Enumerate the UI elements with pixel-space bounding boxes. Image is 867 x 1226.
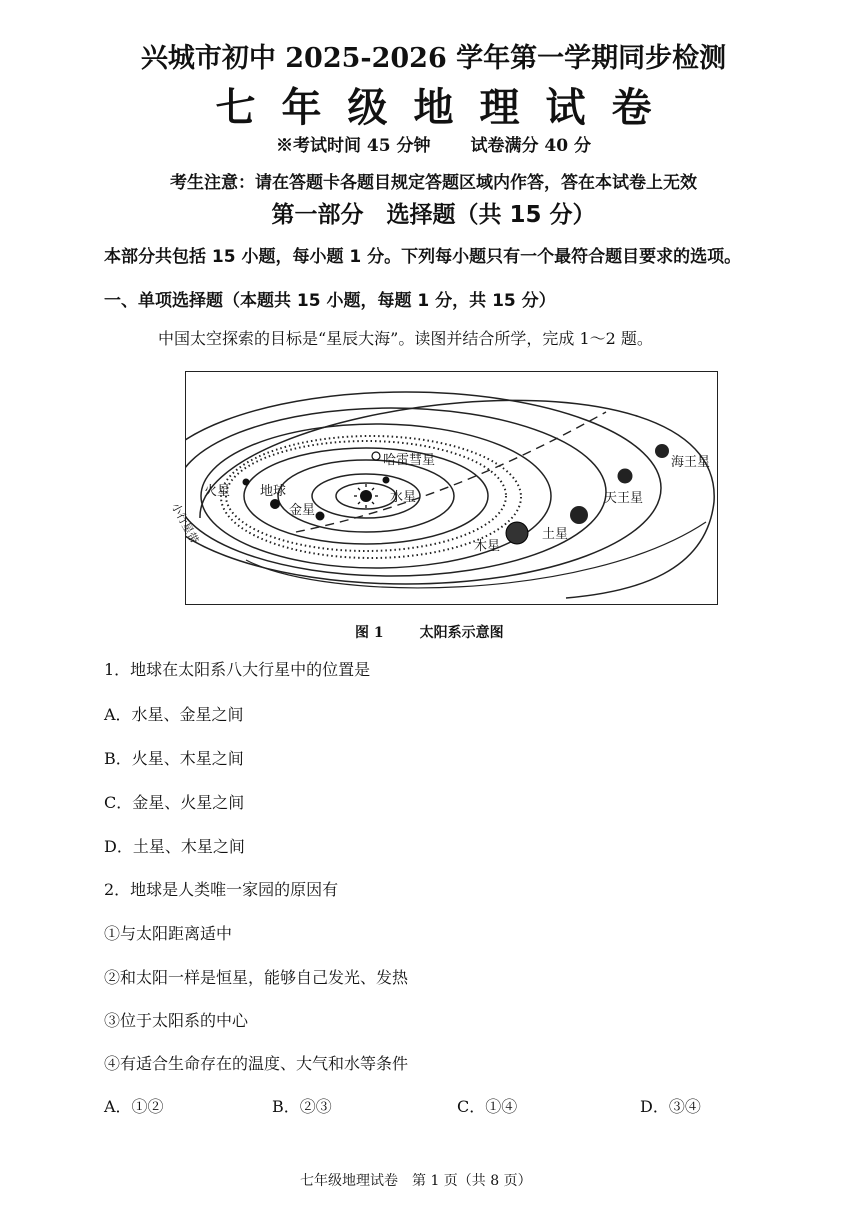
figure-caption — [355, 622, 504, 642]
question-2-option-c: C．①④ — [457, 1097, 518, 1116]
question-2-stem: 2．地球是人类唯一家园的原因有 — [104, 880, 339, 899]
time-note: ※考试时间 45 分钟 — [276, 136, 431, 156]
exam-meta — [0, 131, 867, 156]
question-2-option-a: A．①② — [104, 1097, 164, 1116]
label-neptune: 海王星 — [671, 455, 711, 470]
label-saturn: 土星 — [542, 527, 569, 542]
question-1-option-d: D．土星、木星之间 — [104, 837, 245, 856]
neptune-dot — [655, 444, 669, 458]
exam-title: 七年级地理试卷 — [215, 84, 678, 131]
score-note: 试卷满分 40 分 — [470, 136, 591, 156]
label-uranus: 天王星 — [604, 491, 644, 506]
venus-dot — [316, 512, 325, 521]
label-jupiter: 木星 — [474, 539, 501, 554]
question-1-option-c: C．金星、火星之间 — [104, 793, 245, 812]
question-1-stem: 1．地球在太阳系八大行星中的位置是 — [104, 660, 371, 679]
part-title: 第一部分 选择题（共 15 分） — [271, 202, 596, 228]
earth-dot — [270, 499, 280, 509]
material-intro: 中国太空探索的目标是“星辰大海”。读图并结合所学，完成 1～2 题。 — [158, 329, 653, 348]
question-1-option-a: A．水星、金星之间 — [104, 705, 244, 724]
jupiter-dot — [506, 522, 528, 544]
exam-notice: 考生注意：请在答题卡各题目规定答题区域内作答，答在本试卷上无效 — [170, 173, 697, 193]
figure-number: 图 1 — [355, 625, 384, 641]
question-1-option-b: B．火星、木星之间 — [104, 749, 244, 768]
figure-title: 太阳系示意图 — [419, 625, 504, 641]
label-asteroid-belt: 小行星带 — [168, 500, 201, 546]
sun-icon — [354, 484, 378, 508]
label-mars: 火星 — [204, 484, 231, 499]
halley-comet-dot — [372, 452, 380, 460]
uranus-dot — [618, 469, 633, 484]
question-2-option-b: B．②③ — [272, 1097, 332, 1116]
school-title: 兴城市初中 2025-2026 学年第一学期同步检测 — [140, 43, 727, 74]
label-earth: 地球 — [260, 484, 287, 499]
label-mercury: 水星 — [390, 490, 417, 505]
part-intro: 本部分共包括 15 小题，每小题 1 分。下列每小题只有一个最符合题目要求的选项。 — [104, 247, 742, 267]
mars-dot — [243, 479, 250, 486]
question-2-statement-2: ②和太阳一样是恒星，能够自己发光、发热 — [104, 968, 409, 987]
question-2-statement-1: ①与太阳距离适中 — [104, 924, 233, 943]
question-2-statement-3: ③位于太阳系的中心 — [104, 1011, 249, 1030]
question-2-option-d: D．③④ — [640, 1097, 701, 1116]
label-venus: 金星 — [289, 503, 316, 518]
label-halley: 哈雷彗星 — [383, 453, 436, 468]
section-heading: 一、单项选择题（本题共 15 小题，每题 1 分，共 15 分） — [104, 291, 556, 311]
question-2-statement-4: ④有适合生命存在的温度、大气和水等条件 — [104, 1054, 409, 1073]
solar-system-figure — [168, 371, 718, 605]
page-footer: 七年级地理试卷 第 1 页（共 8 页） — [300, 1173, 532, 1189]
saturn-dot — [570, 506, 588, 524]
mercury-dot — [383, 477, 390, 484]
